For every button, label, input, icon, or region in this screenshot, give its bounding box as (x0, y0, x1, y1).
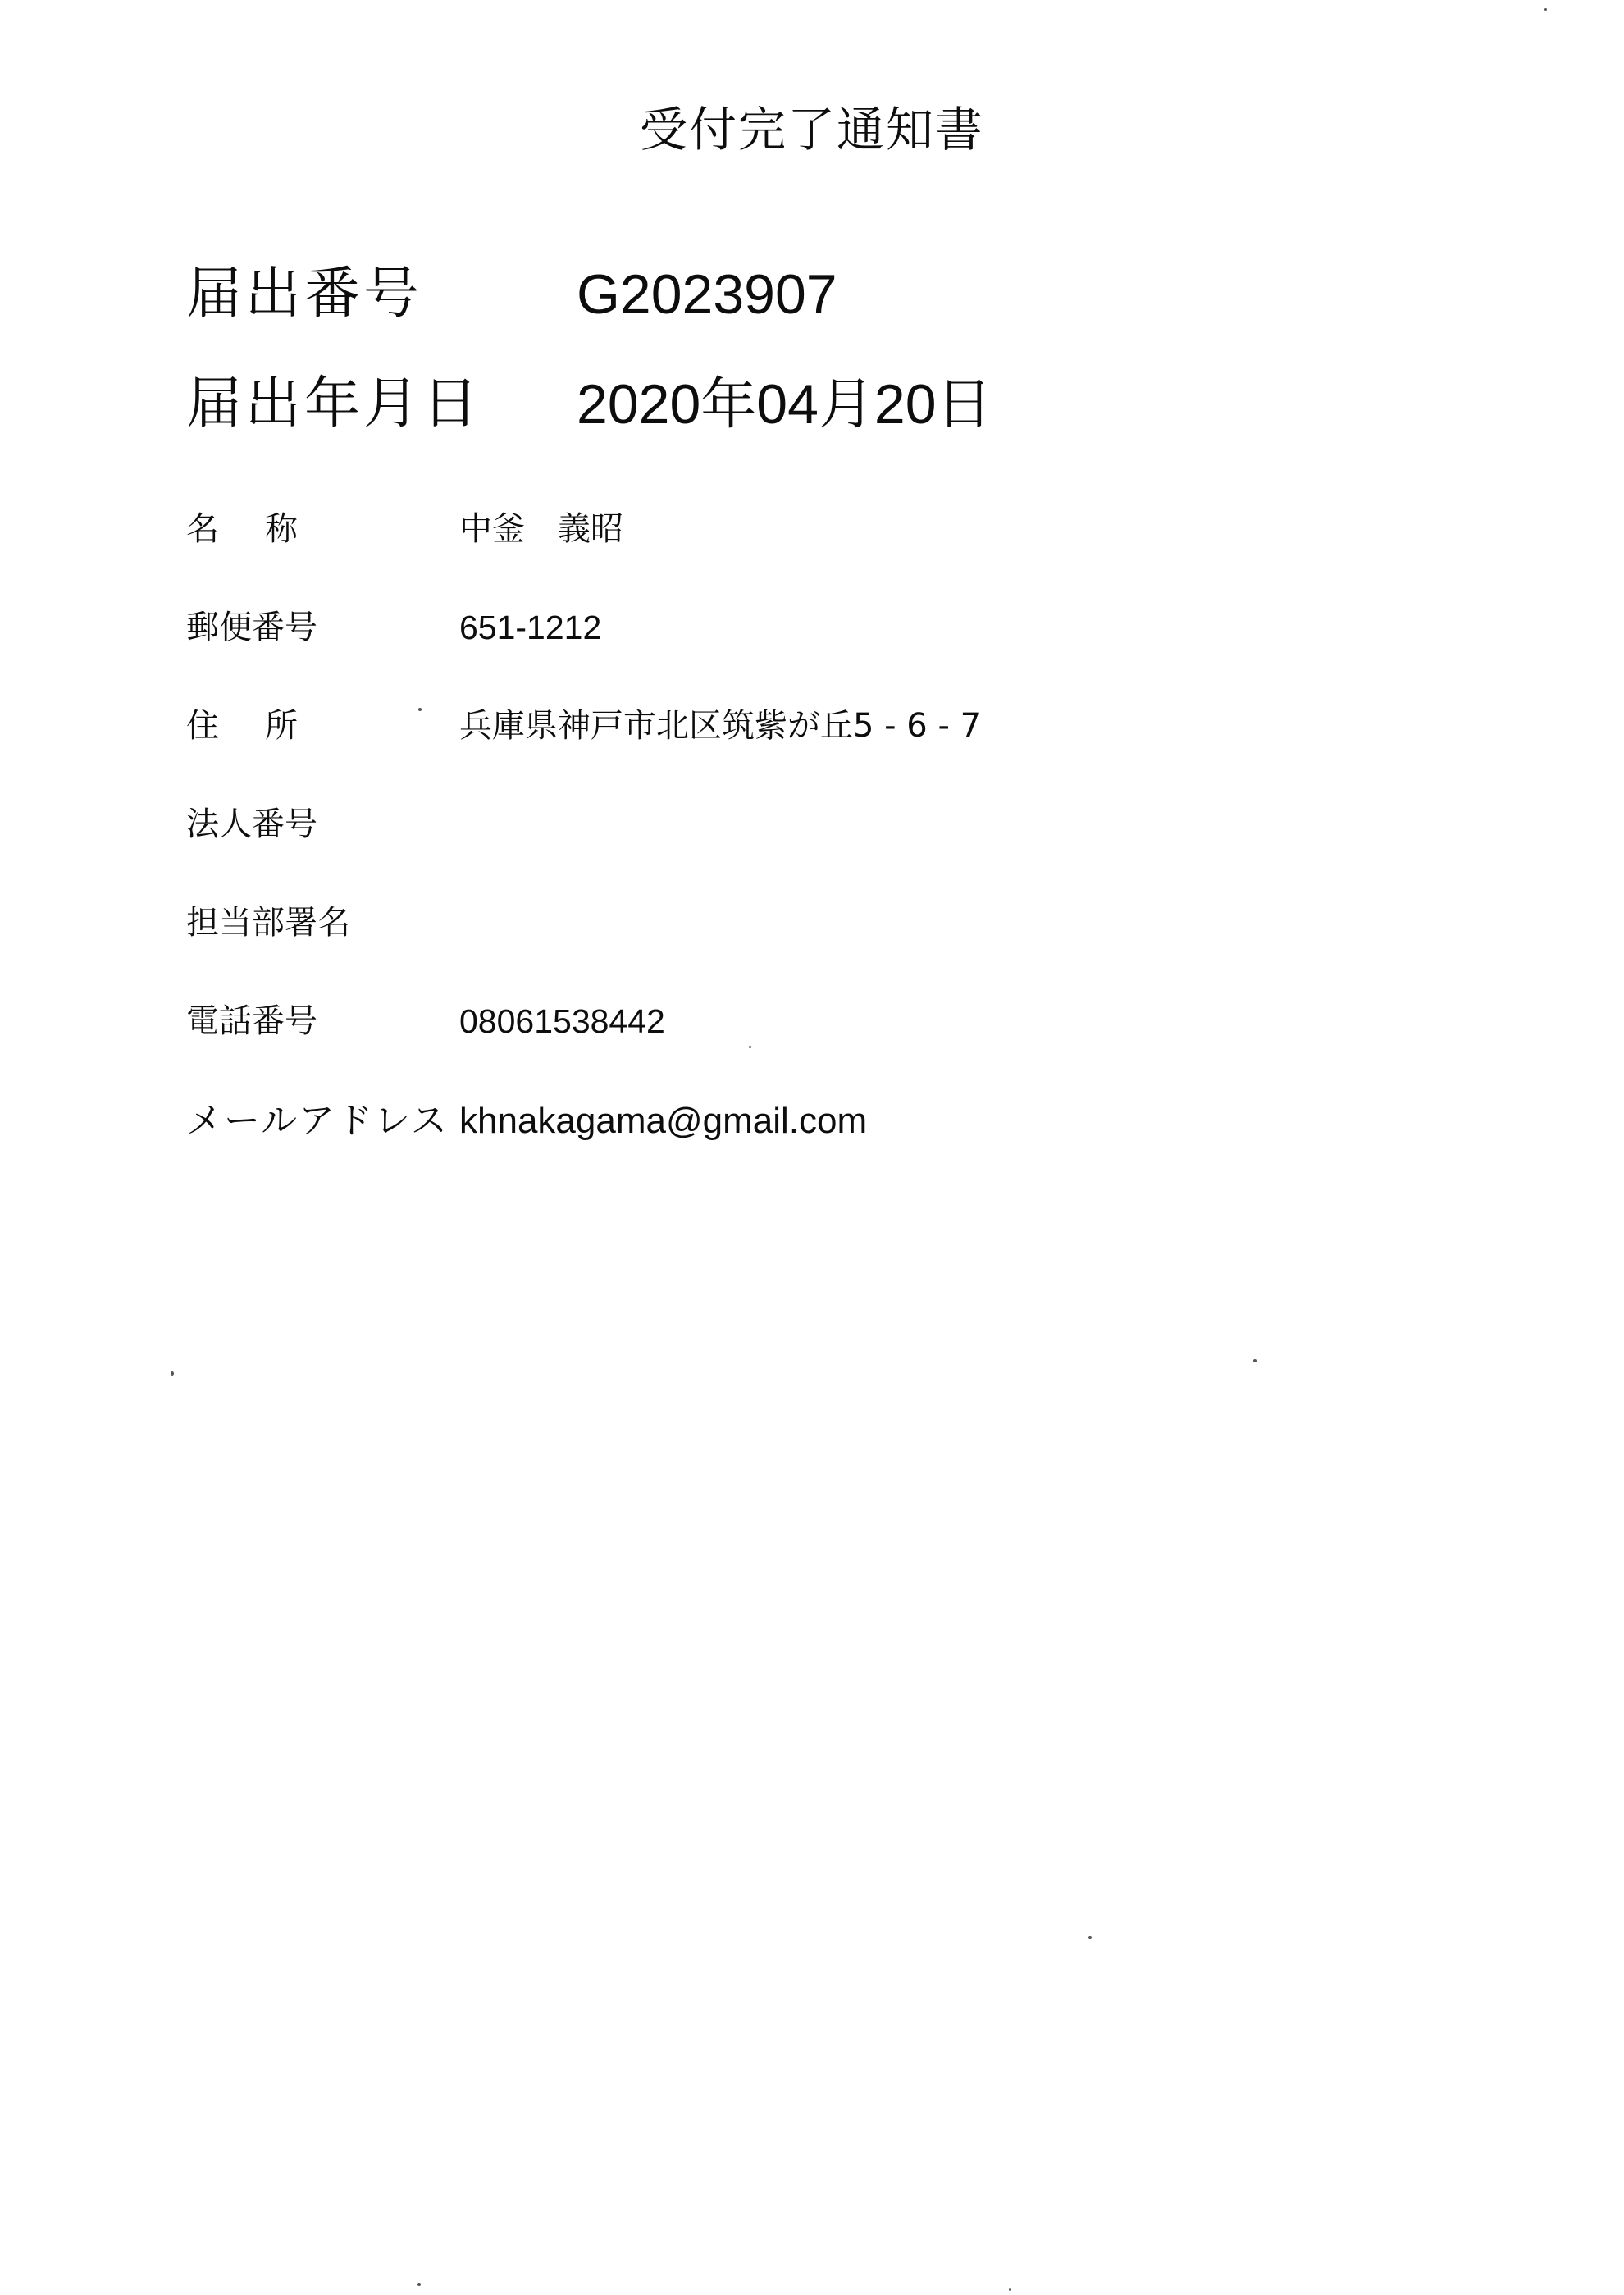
name-value: 中釜 義昭 (459, 510, 623, 548)
corporate-number-field (186, 800, 1416, 849)
filing-date-row (186, 367, 1334, 441)
postal-code-value: 651-1212 (459, 609, 602, 646)
postal-code-field (186, 603, 1416, 652)
corporate-number-label: 法人番号 (186, 805, 317, 843)
scan-speck (417, 2283, 421, 2286)
address-field (186, 701, 1416, 751)
filing-number-value: G2023907 (577, 263, 837, 326)
email-label: メールアドレス (186, 1100, 449, 1142)
address-label: 住所 (186, 707, 344, 745)
address-value: 兵庫県神戸市北区筑紫が丘5 - 6 - 7 (459, 707, 982, 745)
department-field (186, 898, 1416, 947)
scan-speck (1544, 8, 1547, 11)
filing-number-row (186, 258, 1334, 331)
filing-date-value: 2020年04月20日 (577, 373, 992, 436)
scan-speck (1009, 2288, 1011, 2291)
scan-speck (1253, 1359, 1257, 1362)
department-label: 担当部署名 (186, 904, 350, 942)
scan-speck (418, 708, 422, 711)
scan-speck (749, 1046, 751, 1048)
phone-label: 電話番号 (186, 1002, 317, 1040)
name-label: 名称 (186, 510, 344, 548)
name-field (186, 504, 1416, 554)
postal-code-label: 郵便番号 (186, 609, 317, 646)
scan-speck (1088, 1936, 1092, 1939)
document-title: 受付完了通知書 (640, 102, 985, 157)
scan-speck (171, 1371, 174, 1376)
filing-number-label: 届出番号 (186, 262, 423, 326)
email-field (186, 1097, 1416, 1146)
phone-value: 08061538442 (459, 1002, 665, 1040)
email-value: khnakagama@gmail.com (459, 1101, 868, 1141)
filing-date-label: 届出年月日 (186, 372, 482, 436)
phone-field (186, 997, 1416, 1046)
